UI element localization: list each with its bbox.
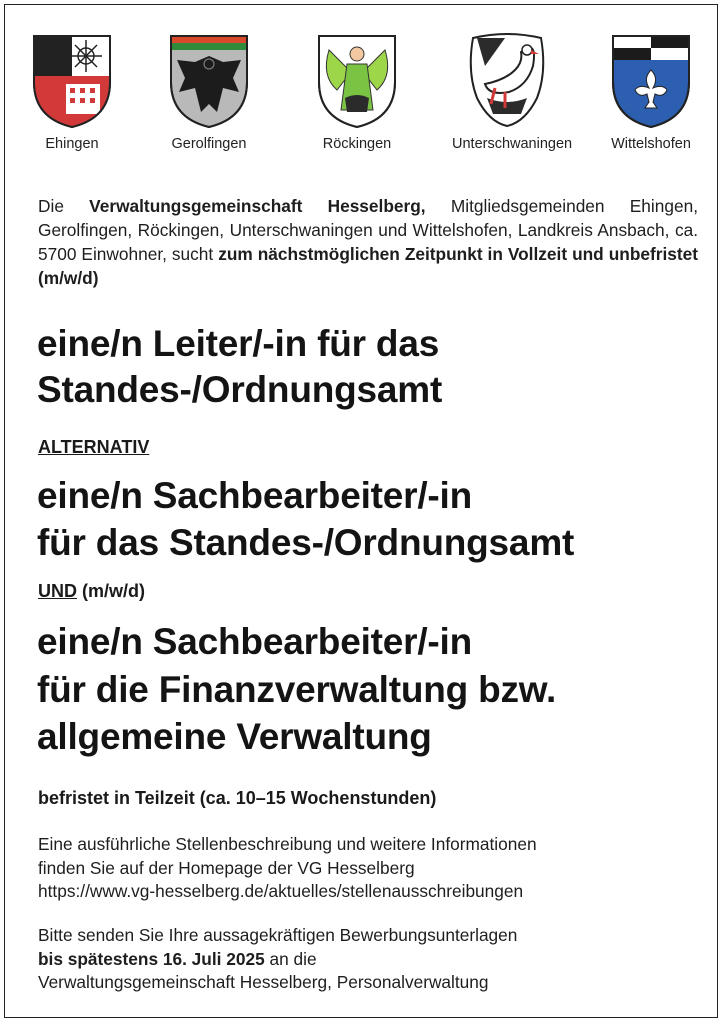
- crest-ehingen: [17, 32, 127, 152]
- employment-terms: zum nächstmöglichen Zeitpunkt in Vollzeit und unbefristet (m/w/d): [38, 244, 698, 288]
- und-word: UND: [38, 581, 77, 601]
- intro-text: Mitgliedsgemeinden Ehingen, Gerolfingen, Röckingen, Unterschwaningen und Wittelshofen, Landkreis Ansbach, ca. 5700 Einwohner, sucht: [38, 196, 698, 264]
- gerolfingen-crest-icon: [167, 32, 251, 130]
- crest-roeckingen: [302, 32, 412, 152]
- crest-label: Röckingen: [322, 136, 392, 152]
- wittelshofen-crest-icon: [609, 32, 693, 130]
- job3-terms: befristet in Teilzeit (ca. 10–15 Wochenstunden): [38, 788, 437, 808]
- homepage-link[interactable]: https://www.vg-hesselberg.de/aktuelles/stellenausschreibungen: [38, 881, 524, 901]
- apply-line: Verwaltungsgemeinschaft Hesselberg, Personalverwaltung: [38, 972, 489, 992]
- unterschwaningen-crest-icon: [465, 32, 549, 130]
- apply-line: Bitte senden Sie Ihre aussagekräftigen Bewerbungsunterlagen: [38, 925, 518, 945]
- org-name: Verwaltungsgemeinschaft Hesselberg,: [89, 196, 426, 216]
- job1-title-line1: eine/n Leiter/-in für das: [37, 323, 440, 364]
- und-rest: (m/w/d): [77, 581, 145, 601]
- roeckingen-crest-icon: [315, 32, 399, 130]
- intro-text: Die: [38, 196, 90, 216]
- apply-text: an die: [264, 948, 317, 969]
- job1-title-line2: Standes-/Ordnungsamt: [37, 369, 443, 410]
- alternativ-label: ALTERNATIV: [38, 437, 150, 457]
- crest-label: Wittelshofen: [611, 136, 691, 152]
- info-line: Eine ausführliche Stellenbeschreibung und weitere Informationen: [38, 834, 537, 854]
- intro-paragraph: [38, 194, 698, 290]
- crest-label: Ehingen: [45, 136, 99, 152]
- deadline: bis spätestens 16. Juli 2025: [38, 948, 265, 969]
- und-label: [38, 581, 145, 602]
- apply-block: [38, 924, 698, 995]
- job3-title-line1: eine/n Sachbearbeiter/-in: [37, 621, 473, 662]
- info-block: [38, 833, 698, 904]
- crest-wittelshofen: [596, 32, 706, 152]
- apply-line: [38, 948, 698, 972]
- crest-unterschwaningen: [452, 32, 573, 152]
- job3-title-line3: allgemeine Verwaltung: [37, 716, 432, 757]
- info-line: finden Sie auf der Homepage der VG Hesselberg: [38, 857, 415, 878]
- job2-title-line1: eine/n Sachbearbeiter/-in: [37, 475, 473, 516]
- crest-row: [0, 32, 724, 162]
- crest-gerolfingen: [154, 32, 264, 152]
- job3-title-line2: für die Finanzverwaltung bzw.: [37, 669, 557, 710]
- ehingen-crest-icon: [30, 32, 114, 130]
- crest-label: Gerolfingen: [171, 136, 247, 152]
- job2-title-line2: für das Standes-/Ordnungsamt: [37, 522, 575, 563]
- crest-label: Unterschwaningen: [452, 136, 573, 152]
